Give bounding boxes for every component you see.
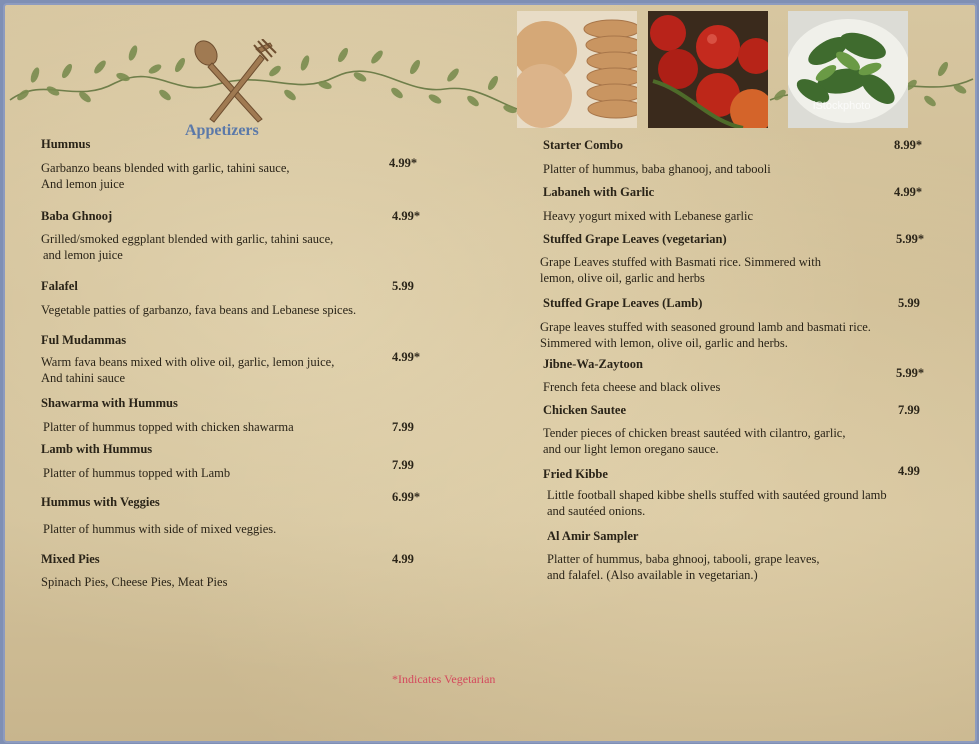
item-description: Platter of hummus topped with chicken shawarma <box>43 420 294 434</box>
section-title: Appetizers <box>185 122 259 139</box>
item-description: Little football shaped kibbe shells stuffed with sautéed ground lamb <box>547 488 887 502</box>
item-description: Vegetable patties of garbanzo, fava beans and Lebanese spices. <box>41 303 357 317</box>
item-description: And tahini sauce <box>41 371 126 385</box>
asterisk-mark: * <box>392 672 398 686</box>
item-price: 5.99* <box>896 232 925 246</box>
item-description: lemon, olive oil, garlic and herbs <box>540 271 705 285</box>
item-name: Mixed Pies <box>41 552 100 566</box>
item-name: Starter Combo <box>543 138 623 152</box>
item-name: Fried Kibbe <box>543 467 608 481</box>
item-description: and sautéed onions. <box>547 504 646 518</box>
item-name: Al Amir Sampler <box>547 529 639 543</box>
item-name: Chicken Sautee <box>543 403 626 417</box>
item-description: Platter of hummus topped with Lamb <box>43 466 231 480</box>
item-name: Falafel <box>41 279 78 293</box>
item-price: 8.99* <box>894 138 923 152</box>
item-name: Hummus with Veggies <box>41 495 160 509</box>
footnote-text: Indicates Vegetarian <box>398 672 496 686</box>
item-description: Grape Leaves stuffed with Basmati rice. Simmered with <box>540 255 821 269</box>
menu-page <box>3 3 977 743</box>
item-description: and falafel. (Also available in vegetarian.) <box>547 568 758 582</box>
item-description: And lemon juice <box>41 177 125 191</box>
item-price: 7.99 <box>392 458 414 472</box>
item-name: Stuffed Grape Leaves (vegetarian) <box>543 232 727 246</box>
item-description: French feta cheese and black olives <box>543 380 721 394</box>
item-name: Shawarma with Hummus <box>41 396 178 410</box>
item-price: 5.99 <box>392 279 414 293</box>
item-description: Garbanzo beans blended with garlic, tahini sauce, <box>41 161 290 175</box>
item-description: Grape leaves stuffed with seasoned ground lamb and basmati rice. <box>540 320 871 334</box>
item-name: Baba Ghnooj <box>41 209 113 223</box>
item-description: Warm fava beans mixed with olive oil, garlic, lemon juice, <box>41 355 335 369</box>
item-description: and lemon juice <box>43 248 123 262</box>
stock-watermark: iStockphoto <box>813 100 871 112</box>
item-price: 4.99* <box>392 209 421 223</box>
item-price: 5.99* <box>896 366 925 380</box>
tomatoes-photo <box>648 11 768 128</box>
item-name: Jibne-Wa-Zaytoon <box>543 357 644 371</box>
item-description: and our light lemon oregano sauce. <box>543 442 719 456</box>
item-price: 4.99 <box>898 464 920 478</box>
item-description: Tender pieces of chicken breast sautéed with cilantro, garlic, <box>543 426 846 440</box>
item-description: Grilled/smoked eggplant blended with garlic, tahini sauce, <box>41 232 334 246</box>
item-price: 4.99 <box>392 552 414 566</box>
item-description: Platter of hummus with side of mixed veggies. <box>43 522 277 536</box>
item-description: Heavy yogurt mixed with Lebanese garlic <box>543 209 753 223</box>
item-price: 4.99* <box>392 350 421 364</box>
item-description: Spinach Pies, Cheese Pies, Meat Pies <box>41 575 228 589</box>
item-price: 7.99 <box>392 420 414 434</box>
item-price: 6.99* <box>392 490 421 504</box>
item-price: 5.99 <box>898 296 920 310</box>
item-name: Hummus <box>41 137 91 151</box>
vegetarian-footnote <box>392 672 495 687</box>
item-description: Platter of hummus, baba ghnooj, tabooli, grape leaves, <box>547 552 820 566</box>
item-name: Ful Mudammas <box>41 333 127 347</box>
item-description: Platter of hummus, baba ghanooj, and tabooli <box>543 162 771 176</box>
pita-bread-photo <box>517 11 637 128</box>
item-price: 7.99 <box>898 403 920 417</box>
spoon-fork-icon <box>190 39 282 125</box>
item-price: 4.99* <box>389 156 418 170</box>
item-name: Lamb with Hummus <box>41 442 153 456</box>
item-description: Simmered with lemon, olive oil, garlic and herbs. <box>540 336 788 350</box>
item-name: Labaneh with Garlic <box>543 185 655 199</box>
item-name: Stuffed Grape Leaves (Lamb) <box>543 296 703 310</box>
item-price: 4.99* <box>894 185 923 199</box>
